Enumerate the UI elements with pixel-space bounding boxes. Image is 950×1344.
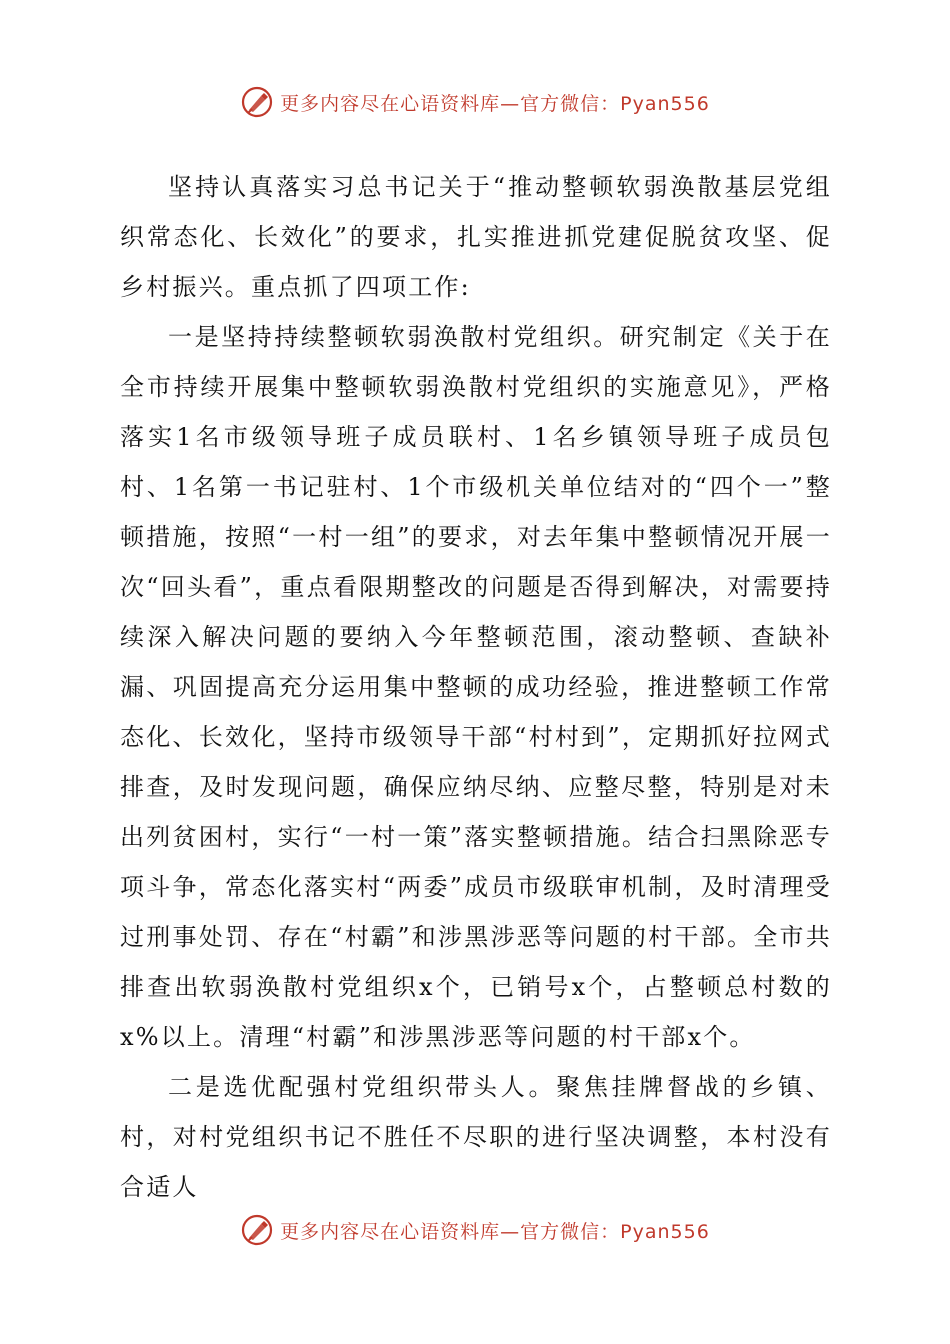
paragraph-item-two: 二是选优配强村党组织带头人。聚焦挂牌督战的乡镇、村，对村党组织书记不胜任不尽职的进行坚决调整，本村没有合适人 — [120, 1073, 832, 1201]
paragraph-item-one: 一是坚持持续整顿软弱涣散村党组织。研究制定《关于在全市持续开展集中整顿软弱涣散村党组织的实施意见》，严格落实1名市级领导班子成员联村、1名乡镇领导班子成员包村、1名第一书记驻村、1个市级机关单位结对的“四个一”整顿措施，按照“一村一组”的要求，对去年集中整顿情况开展一次“回头看”，重点看限期整改的问题是否得到解决，对需要持续深入解决问题的要纳入今年整顿范围，滚动整顿、查缺补漏、巩固提高充分运用集中整顿的成功经验，推进整顿工作常态化、长效化，坚持市级领导干部“村村到”，定期抓好拉网式排查，及时发现问题，确保应纳尽纳、应整尽整，特别是对未出列贫困村，实行“一村一策”落实整顿措施。结合扫黑除恶专项斗争，常态化落实村“两委”成员市级联审机制，及时清理受过刑事处罚、存在“村霸”和涉黑涉恶等问题的村干部。全市共排查出软弱涣散村党组织x个，已销号x个，占整顿总村数的x%以上。清理“村霸”和涉黑涉恶等问题的村干部x个。 — [120, 323, 832, 1051]
pen-nib-icon — [240, 1213, 274, 1247]
paragraph-intro: 坚持认真落实习总书记关于“推动整顿软弱涣散基层党组织常态化、长效化”的要求，扎实推进抓党建促脱贫攻坚、促乡村振兴。重点抓了四项工作: — [120, 173, 832, 301]
footer-watermark — [0, 1210, 950, 1250]
pen-nib-icon — [240, 85, 274, 119]
watermark-text: 更多内容尽在心语资料库—官方微信：Pyan556 — [280, 92, 710, 115]
header-watermark — [0, 82, 950, 122]
document-body — [120, 162, 832, 1212]
watermark-text: 更多内容尽在心语资料库—官方微信：Pyan556 — [280, 1220, 710, 1243]
